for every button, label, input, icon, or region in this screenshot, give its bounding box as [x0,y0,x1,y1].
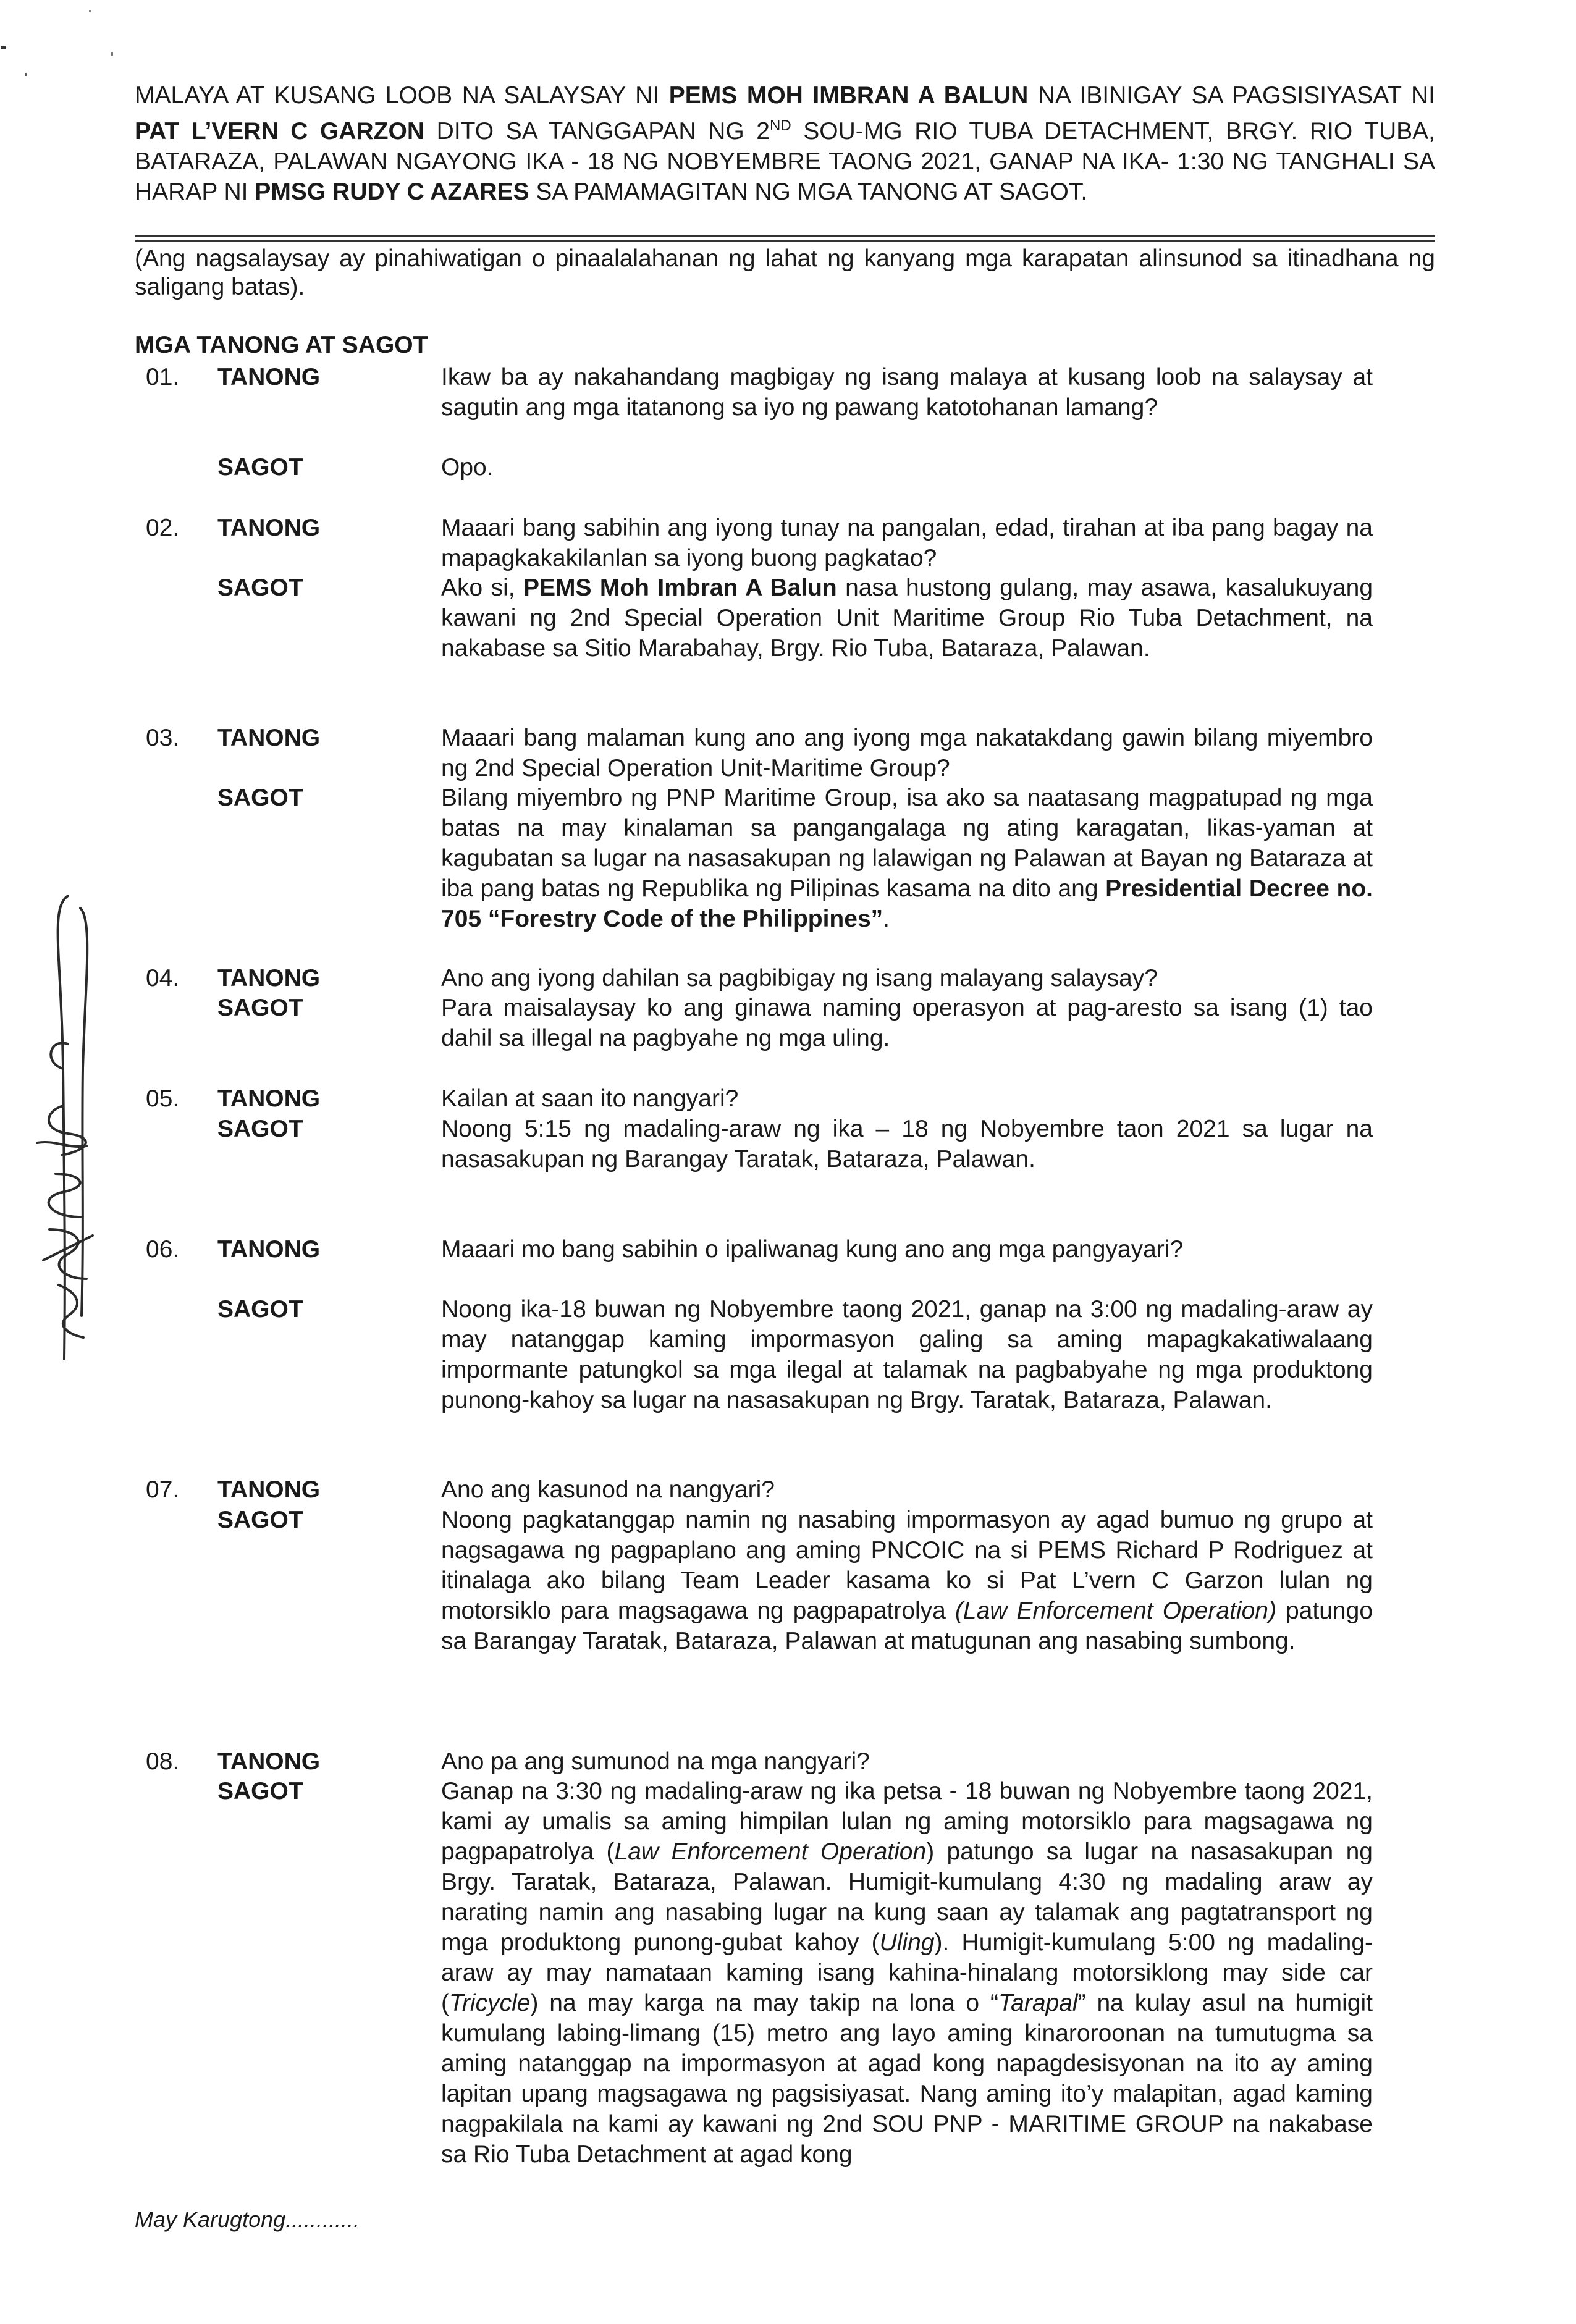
answer-label: SAGOT [217,454,303,481]
header-rule-top [135,235,1435,237]
question-label: TANONG [217,725,321,751]
answer-label: SAGOT [217,1507,303,1533]
answer-italic-term: (Law Enforcement Operation) [954,1598,1276,1624]
question-label: TANONG [217,1085,321,1112]
rights-note: (Ang nagsalaysay ay pinahiwatigan o pinaalalahanan ng lahat ng kanyang mga karapatan alinsunod sa itinadhana ng saligang batas). [135,245,1435,300]
item-number: 01. [146,364,180,390]
answer-part: Ganap na 3:30 ng madaling-araw ng ika petsa - 18 buwan ng Nobyembre taong 2021, kami ay umalis sa aming himpilan lulan ng aming motorsiklo para magsagawa ng pagpapatrolya ( [441,1778,1373,1865]
answer-text: Opo. [441,454,494,481]
question-label: TANONG [217,364,321,390]
header-rule-bottom [135,240,1435,242]
answer-text: Para maisalaysay ko ang ginawa naming operasyon at pag-aresto sa isang (1) tao dahil sa illegal na pagbyahe ng mga uling. [441,995,1373,1051]
answer-part: Noong pagkatanggap namin ng nasabing impormasyon ay agad bumuo ng grupo at nagsagawa ng pagpaplano ang aming PNCOIC na si PEMS Richard P Rodriguez at itinalaga ako bilang Team Leader kasama ko si Pat L’vern C Garzon lulan ng motorsiklo para magsagawa ng pagpapatrolya [441,1507,1373,1624]
answer-italic-term: Law Enforcement Operation [614,1838,927,1865]
answer-italic-term: Uling [879,1929,935,1956]
continuation-note: May Karugtong............ [135,2207,360,2232]
question-text: Maaari bang sabihin ang iyong tunay na pangalan, edad, tirahan at iba pang bagay na mapagkakakilanlan sa iyong buong pagkatao? [441,515,1373,571]
question-text: Kailan at saan ito nangyari? [441,1085,739,1112]
answer-text: Noong ika-18 buwan ng Nobyembre taong 2021, ganap na 3:00 ng madaling-araw ay may natanggap kaming impormasyon galing sa aming mapagkakatiwalaang impormante patungkol sa mga ilegal at talamak na pagbabyahe ng mga produktong punong-kahoy sa lugar na nasasakupan ng Brgy. Taratak, Bataraza, Palawan. [441,1296,1373,1413]
handwritten-signature [25,883,105,1378]
question-text: Maaari mo bang sabihin o ipaliwanag kung ano ang mga pangyayari? [441,1236,1184,1263]
answer-part: . [883,906,890,932]
header-text-4: SOU-MG RIO TUBA DETACHMENT, BRGY. RIO TUBA, BATARAZA, PALAWAN NGAYONG IKA - 18 NG NOBYEMBRE TAONG 2021, GANAP NA IKA- 1:30 NG TANGHALI SA HARAP NI [135,118,1435,205]
question-text: Maaari bang malaman kung ano ang iyong mga nakatakdang gawin bilang miyembro ng 2nd Special Operation Unit-Maritime Group? [441,725,1373,781]
header-text-5: SA PAMAMAGITAN NG MGA TANONG AT SAGOT. [529,179,1088,205]
answer-label: SAGOT [217,1778,303,1804]
item-number: 03. [146,725,180,751]
answer-part: Bilang miyembro ng PNP Maritime Group, isa ako sa naatasang magpatupad ng mga batas na may kinalaman sa pangangalaga ng ating karagatan, likas-yaman at kagubatan sa lugar na nasasakupan ng lalawigan ng Palawan at Bayan ng Bataraza at iba pang batas ng Republika ng Pilipinas kasama na dito ang [441,785,1373,902]
answer-part: nasa hustong gulang, may asawa, kasalukuyang kawani ng 2nd Special Operation Unit Maritime Group Rio Tuba Detachment, na nakabase sa Sitio Marabahay, Brgy. Rio Tuba, Bataraza, Palawan. [441,575,1373,662]
item-number: 06. [146,1236,180,1263]
question-label: TANONG [217,1236,321,1263]
answer-label: SAGOT [217,785,303,811]
affiant-name: PEMS MOH IMBRAN A BALUN [668,82,1029,109]
administering-officer-name: PMSG RUDY C AZARES [255,179,529,205]
question-text: Ikaw ba ay nakahandang magbigay ng isang malaya at kusang loob na salaysay at sagutin ang mga itatanong sa iyo ng pawang katotohanan lamang? [441,364,1373,421]
answer-bold-name: PEMS Moh Imbran A Balun [523,575,837,601]
answer-text: Noong 5:15 ng madaling-araw ng ika – 18 ng Nobyembre taon 2021 sa lugar na nasasakupan ng Barangay Taratak, Bataraza, Palawan. [441,1116,1373,1173]
question-text: Ano ang kasunod na nangyari? [441,1476,775,1503]
answer-text [441,783,1373,934]
question-label: TANONG [217,1748,321,1775]
answer-text [441,1776,1373,2170]
answer-text [441,573,1373,663]
answer-bold-decree: Presidential Decree no. 705 “Forestry Code of the Philippines” [441,875,1373,932]
question-label: TANONG [217,1476,321,1503]
question-label: TANONG [217,965,321,991]
answer-part: patungo sa Barangay Taratak, Bataraza, Palawan at matugunan ang nasabing sumbong. [441,1598,1373,1654]
item-number: 07. [146,1476,180,1503]
statement-header [135,80,1435,207]
answer-text [441,1505,1373,1656]
ordinal-superscript: ND [769,117,791,134]
question-label: TANONG [217,515,321,541]
section-title: MGA TANONG AT SAGOT [135,332,428,358]
investigator-name: PAT L’VERN C GARZON [135,118,425,145]
answer-italic-term: Tricycle [449,1990,531,2016]
answer-part: ) na may karga na may takip na lona o “ [530,1990,998,2016]
answer-part: ) patungo sa lugar na nasasakupan ng Brgy. Taratak, Bataraza, Palawan. Humigit-kumulang 4:30 ng madaling araw ay narating namin ang nasabing lugar na kung saan ay talamak ang pagtatransport ng mga produktong punong-gubat kahoy ( [441,1838,1373,1956]
answer-part: ). Humigit-kumulang 5:00 ng madaling-araw ay may namataan kaming isang kahina-hinalang motorsiklong may side car ( [441,1929,1373,2016]
answer-label: SAGOT [217,995,303,1021]
answer-part: Ako si, [441,575,523,601]
answer-label: SAGOT [217,1296,303,1323]
answer-part: ” na kulay asul na humigit kumulang labing-limang (15) metro ang layo aming kinaroroonan na tumutugma sa aming natanggap na impormasyon at agad kong napagdesisyonan na ito ay aming lapitan upang magsagawa ng pagsisiyasat. Nang aming ito’y malapitan, agad kaming nagpakilala na kami ay kawani ng 2nd SOU PNP - MARITIME GROUP na nakabase sa Rio Tuba Detachment at agad kong [441,1990,1373,2168]
question-text: Ano pa ang sumunod na mga nangyari? [441,1748,870,1775]
item-number: 02. [146,515,180,541]
question-text: Ano ang iyong dahilan sa pagbibigay ng isang malayang salaysay? [441,965,1158,991]
item-number: 04. [146,965,180,991]
answer-italic-term: Tarapal [998,1990,1078,2016]
header-text-1: MALAYA AT KUSANG LOOB NA SALAYSAY NI [135,82,669,109]
item-number: 05. [146,1085,180,1112]
answer-label: SAGOT [217,1116,303,1142]
item-number: 08. [146,1748,180,1775]
header-text-2: NA IBINIGAY SA PAGSISIYASAT NI [1028,82,1435,109]
answer-label: SAGOT [217,575,303,601]
header-text-3: DITO SA TANGGAPAN NG 2 [424,118,770,145]
scan-specks [0,0,185,93]
